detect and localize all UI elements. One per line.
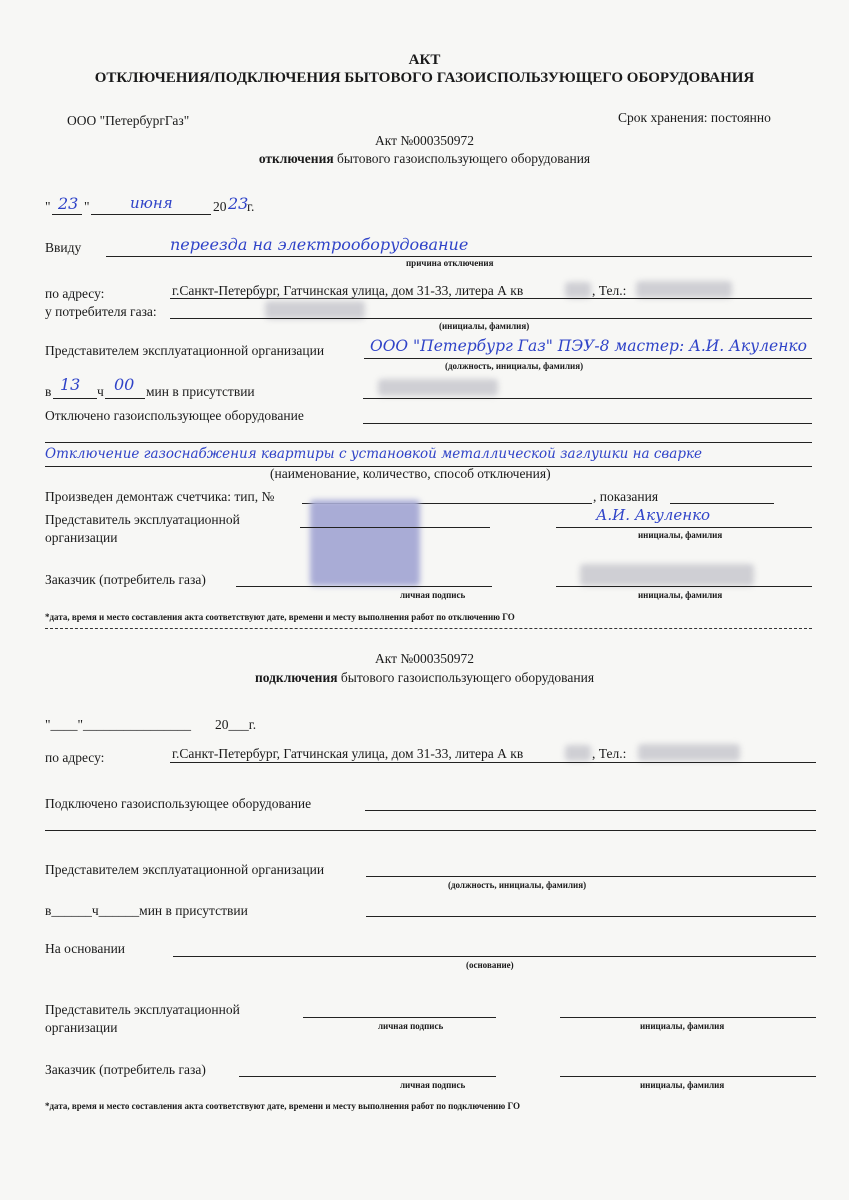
retention-period: Срок хранения: постоянно	[618, 110, 771, 125]
disconnect-footnote: *дата, время и место составления акта соответствуют дате, времени и месту выполнения работ по отключению ГО	[45, 612, 515, 622]
rep-value: ООО "Петербург Газ" ПЭУ-8 мастер: А.И. Акуленко	[370, 337, 807, 355]
phone-label: , Тел.:	[592, 283, 627, 298]
connect-org-rep-signature-caption: личная подпись	[378, 1021, 444, 1031]
redacted-connect-apartment	[565, 745, 591, 761]
connect-org-rep-label-line1: Представитель эксплуатационной	[45, 1002, 240, 1017]
connect-act-kind	[0, 670, 849, 686]
redacted-phone	[636, 281, 732, 298]
disconnect-act-kind	[0, 151, 849, 167]
redacted-customer-name	[580, 564, 754, 586]
address-value: г.Санкт-Петербург, Гатчинская улица, дом 31-33, литера А кв	[172, 283, 524, 298]
organization-name: ООО "ПетербургГаз"	[67, 113, 190, 128]
customer-initials-caption: инициалы, фамилия	[638, 590, 723, 600]
connect-basis-label: На основании	[45, 941, 126, 956]
connect-org-rep-label-line2: организации	[45, 1020, 118, 1035]
date-month: июня	[130, 194, 173, 212]
consumer-caption: (инициалы, фамилия)	[439, 321, 530, 331]
connect-phone-label: , Тел.:	[592, 746, 627, 761]
connect-time: в______ч______мин в присутствии	[45, 903, 248, 918]
connect-basis-caption: (основание)	[466, 960, 514, 970]
connect-act-kind-bold: подключения	[254, 670, 338, 685]
rep-label: Представителем эксплуатационной организации	[45, 343, 325, 358]
disconnect-act-number: Акт №000350972	[374, 133, 475, 148]
org-rep-initials-caption: инициалы, фамилия	[638, 530, 723, 540]
time-minute-label: мин в присутствии	[146, 384, 255, 399]
equipment-label: Отключено газоиспользующее оборудование	[45, 408, 304, 423]
redacted-consumer-name	[265, 301, 365, 319]
org-rep-label-line1: Представитель эксплуатационной	[45, 512, 240, 527]
rep-caption: (должность, инициалы, фамилия)	[445, 361, 584, 371]
doc-title: АКТ	[408, 52, 441, 68]
org-rep-signature-name: А.И. Акуленко	[596, 506, 711, 524]
connect-equipment-label: Подключено газоиспользующее оборудование	[45, 796, 312, 811]
connect-customer-initials-caption: инициалы, фамилия	[640, 1080, 725, 1090]
reason-label: Ввиду	[45, 240, 82, 255]
connect-act-number: Акт №000350972	[374, 651, 475, 666]
reason-caption: причина отключения	[406, 258, 494, 268]
connect-rep-caption: (должность, инициалы, фамилия)	[448, 880, 587, 890]
address-label: по адресу:	[45, 286, 105, 301]
connect-org-rep-initials-caption: инициалы, фамилия	[640, 1021, 725, 1031]
date-day: 23	[58, 194, 79, 213]
redacted-rep-signature	[310, 500, 420, 586]
date-year-prefix: 20	[213, 199, 227, 214]
connect-address-label: по адресу:	[45, 750, 105, 765]
date-year-suffix: 23	[228, 194, 249, 213]
connect-date-blank: "____"________________	[45, 717, 192, 732]
connect-date-year: 20___г.	[215, 717, 257, 732]
time-minute: 00	[114, 375, 135, 394]
date-year-end: г.	[247, 199, 255, 214]
redacted-apartment	[565, 282, 591, 298]
connect-rep-label: Представителем эксплуатационной организации	[45, 862, 325, 877]
equipment-caption: (наименование, количество, способ отключения)	[270, 466, 551, 481]
time-hour-label: ч	[97, 384, 104, 399]
reason-value: переезда на электрооборудование	[170, 235, 469, 254]
customer-signature-caption: личная подпись	[400, 590, 466, 600]
redacted-witness	[378, 379, 498, 396]
date-quote-close: "	[84, 199, 90, 214]
connect-customer-label: Заказчик (потребитель газа)	[45, 1062, 206, 1077]
disconnect-act-kind-bold: отключения	[258, 151, 334, 166]
customer-label: Заказчик (потребитель газа)	[45, 572, 206, 587]
meter-label: Произведен демонтаж счетчика: тип, №	[45, 489, 275, 504]
equipment-value: Отключение газоснабжения квартиры с установкой металлической заглушки на сварке	[45, 446, 703, 462]
section-divider	[45, 628, 812, 629]
meter-reading-label: , показания	[593, 489, 659, 504]
time-hour: 13	[60, 375, 81, 394]
disconnect-act-kind-rest: бытового газоиспользующего оборудования	[337, 151, 591, 166]
date-quote-open: "	[45, 199, 51, 214]
consumer-label: у потребителя газа:	[45, 304, 157, 319]
connect-act-kind-rest: бытового газоиспользующего оборудования	[340, 670, 595, 685]
time-prefix: в	[45, 384, 52, 399]
connect-footnote: *дата, время и место составления акта соответствуют дате, времени и месту выполнения работ по подключению ГО	[45, 1101, 520, 1111]
doc-subtitle: ОТКЛЮЧЕНИЯ/ПОДКЛЮЧЕНИЯ БЫТОВОГО ГАЗОИСПОЛЬЗУЮЩЕГО ОБОРУДОВАНИЯ	[94, 70, 755, 86]
connect-address-value: г.Санкт-Петербург, Гатчинская улица, дом 31-33, литера А кв	[172, 746, 524, 761]
org-rep-label-line2: организации	[45, 530, 118, 545]
connect-customer-signature-caption: личная подпись	[400, 1080, 466, 1090]
redacted-connect-phone	[638, 744, 740, 761]
